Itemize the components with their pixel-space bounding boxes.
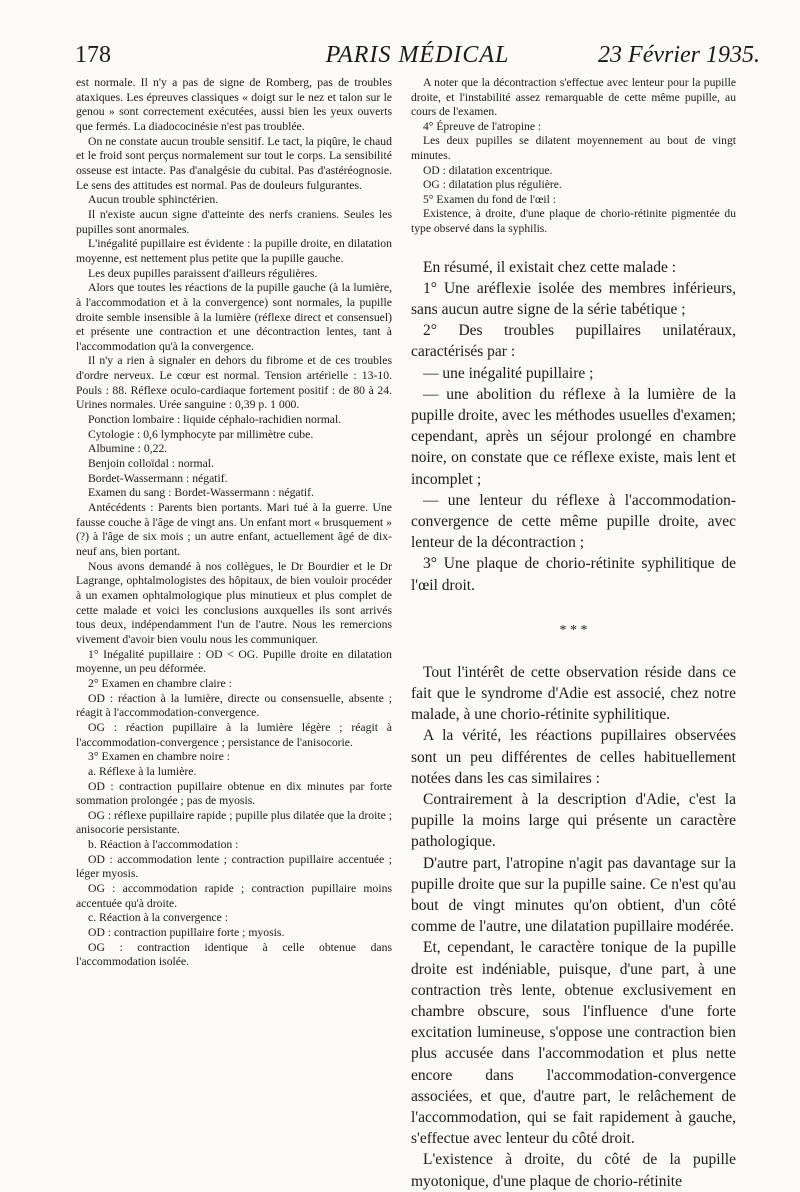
paragraph: L'inégalité pupillaire est évidente : la pupille droite, en dilatation moyenne, est nettement plus petite que la pupille gauche. bbox=[76, 237, 392, 265]
paragraph: A la vérité, les réactions pupillaires observées sont un peu différentes de celles habituellement notées dans les cas similaires : bbox=[411, 727, 736, 787]
left-column bbox=[76, 76, 392, 970]
paragraph: est normale. Il n'y a pas de signe de Romberg, pas de troubles ataxiques. Les épreuves classiques « doigt sur le nez et talon sur le genou » sont correctement exécutées, aussi bien les yeux ouverts que fermés. La diadococinésie n'est pas troublée. bbox=[76, 76, 392, 133]
lab-result: Examen du sang : Bordet-Wassermann : négatif. bbox=[88, 486, 314, 500]
summary-item: — une inégalité pupillaire ; bbox=[423, 364, 594, 382]
discussion bbox=[411, 662, 736, 1192]
paragraph: Nous avons demandé à nos collègues, le Dr Bourdier et le Dr Lagrange, ophtalmologistes des hôpitaux, de bien vouloir procéder à un examen ophtalmologique plus minutieux et plus complet de cette malade et voici les conclusions auxquelles ils sont arrivés tous deux, indépendamment l'un de l'autre. Nous les remercions vivement d'avoir bien voulu nous les communiquer. bbox=[76, 559, 392, 646]
exam-item: OG : dilatation plus régulière. bbox=[423, 178, 562, 192]
paragraph: Les deux pupilles paraissent d'ailleurs régulières. bbox=[88, 266, 318, 280]
exam-item: OD : contraction pupillaire forte ; myosis. bbox=[88, 926, 285, 940]
paragraph: L'existence à droite, du côté de la pupille myotonique, d'une plaque de chorio-rétinite bbox=[411, 1151, 736, 1190]
paragraph: A noter que la décontraction s'effectue avec lenteur pour la pupille droite, et l'instabilité assez remarquable de cette même pupille, au cours de l'examen. bbox=[411, 76, 736, 119]
exam-heading: 4° Épreuve de l'atropine : bbox=[423, 119, 542, 133]
page-header bbox=[75, 40, 760, 74]
exam-item: OG : accommodation rapide ; contraction pupillaire moins accentuée qu'à droite. bbox=[76, 882, 392, 910]
paragraph: On ne constate aucun trouble sensitif. Le tact, la piqûre, le chaud et le froid sont perçus normalement sur tout le corps. La sensibilité osseuse est intacte. Pas d'analgésie du cubital. Pas d'astéréognosie. Le sens des attitudes est normal. Pas de douleurs fulgurantes. bbox=[76, 134, 392, 192]
right-column bbox=[411, 76, 736, 1192]
exam-item: Existence, à droite, d'une plaque de chorio-rétinite pigmentée du type observé dans la syphilis. bbox=[411, 207, 736, 235]
exam-heading: 5° Examen du fond de l'œil : bbox=[423, 192, 556, 206]
exam-heading: 3° Examen en chambre noire : bbox=[88, 750, 230, 764]
exam-item: OD : dilatation excentrique. bbox=[423, 163, 553, 177]
exam-item: OG : réflexe pupillaire rapide ; pupille plus dilatée que la droite ; anisocorie persistante. bbox=[76, 808, 392, 837]
summary-item: — une abolition du réflexe à la lumière de la pupille droite, avec les méthodes usuelles d'examen; cependant, après un séjour prolongé en chambre noire, on constate que ce réflexe existe, mais lent et incomplet ; bbox=[411, 385, 736, 488]
page-number: 178 bbox=[75, 42, 111, 68]
lab-result: Bordet-Wassermann : négatif. bbox=[88, 471, 228, 485]
paragraph: D'autre part, l'atropine n'agit pas davantage sur la pupille droite que sur la pupille saine. Ce n'est qu'au bout de vingt minutes qu'on obtient, d'un côté comme de l'autre, une dilatation pupillaire modérée. bbox=[411, 854, 736, 936]
exam-subheading: b. Réaction à l'accommodation : bbox=[88, 838, 239, 852]
exam-item: Les deux pupilles se dilatent moyennement au bout de vingt minutes. bbox=[411, 134, 736, 162]
exam-item: OD : contraction pupillaire obtenue en dix minutes par forte sommation prolongée ; pas de myosis. bbox=[76, 779, 392, 808]
exam-item: OD : réaction à la lumière, directe ou consensuelle, absente ; réagit à l'accommodation-convergence. bbox=[76, 691, 392, 720]
exam-heading: 2° Examen en chambre claire : bbox=[88, 676, 232, 690]
exam-subheading: a. Réflexe à la lumière. bbox=[88, 764, 197, 778]
exam-item: 1° Inégalité pupillaire : OD < OG. Pupille droite en dilatation moyenne, un peu déformée. bbox=[76, 647, 392, 676]
paragraph: Il n'y a rien à signaler en dehors du fibrome et de ces troubles d'ordre nerveux. Le cœur est normal. Tension artérielle : 13-10. Pouls : 88. Réflexe oculo-cardiaque fortement positif : de 80 à 24. Urines normales. Urée sanguine : 0,39 p. 1 000. bbox=[76, 354, 392, 412]
lab-result: Benjoin colloïdal : normal. bbox=[88, 457, 214, 471]
paragraph: Et, cependant, le caractère tonique de la pupille droite est indéniable, puisque, d'une part, à une contraction très lente, obtenue exclusivement en chambre obscure, sous l'influence d'une forte excitation lumineuse, s'oppose une contraction bien plus accusée dans l'accommodation et plus nette encore dans l'accommodation-convergence associées, et que, d'autre part, le relâchement de l'accommodation, qui se fait rapidement à gauche, s'effectue avec lenteur du côté droit. bbox=[411, 939, 736, 1148]
exam-item: OG : réaction pupillaire à la lumière légère ; réagit à l'accommodation-convergence ; persistance de l'anisocorie. bbox=[76, 720, 392, 749]
summary bbox=[411, 257, 736, 596]
lab-result: Ponction lombaire : liquide céphalo-rachidien normal. bbox=[88, 413, 342, 427]
paragraph: Il n'existe aucun signe d'atteinte des nerfs craniens. Seules les pupilles sont anormales. bbox=[76, 207, 392, 236]
summary-item: 2° Des troubles pupillaires unilatéraux, caractérisés par : bbox=[411, 322, 736, 361]
journal-title: PARIS MÉDICAL bbox=[325, 42, 510, 68]
paragraph: Antécédents : Parents bien portants. Mari tué à la guerre. Une fausse couche à l'âge de vingt ans. Un enfant mort « brusquement » (?) à l'âge de six mois ; un autre enfant, actuellement âgé de dix-neuf ans, bien portant. bbox=[76, 501, 392, 558]
lab-result: Cytologie : 0,6 lymphocyte par millimètre cube. bbox=[88, 427, 314, 441]
exam-item: OG : contraction identique à celle obtenue dans l'accommodation isolée. bbox=[76, 940, 392, 969]
section-separator: * * * bbox=[559, 622, 588, 638]
exam-subheading: c. Réaction à la convergence : bbox=[88, 911, 228, 925]
paragraph: Aucun trouble sphinctérien. bbox=[88, 193, 219, 207]
issue-date: 23 Février 1935. bbox=[598, 42, 760, 68]
summary-item: — une lenteur du réflexe à l'accommodation-convergence de cette même pupille droite, avec lenteur de la décontraction ; bbox=[411, 491, 736, 552]
summary-item: 1° Une aréflexie isolée des membres inférieurs, sans aucun autre signe de la série tabétique ; bbox=[411, 279, 736, 318]
paragraph: En résumé, il existait chez cette malade : bbox=[423, 258, 677, 276]
summary-item: 3° Une plaque de chorio-rétinite syphilitique de l'œil droit. bbox=[411, 555, 736, 594]
paragraph: Contrairement à la description d'Adie, c'est la pupille la moins large qui présente un caractère pathologique. bbox=[411, 791, 736, 851]
exam-notes bbox=[411, 76, 736, 237]
lab-result: Albumine : 0,22. bbox=[88, 442, 168, 456]
exam-item: OD : accommodation lente ; contraction pupillaire accentuée ; léger myosis. bbox=[76, 852, 392, 881]
paragraph: Alors que toutes les réactions de la pupille gauche (à la lumière, à l'accommodation et à la convergence) sont normales, la pupille droite semble insensible à la lumière (réflexe direct et consensuel) et présente une contraction et une décontraction lentes, tant à l'accommodation qu'à la convergence. bbox=[76, 281, 392, 353]
paragraph: Tout l'intérêt de cette observation réside dans ce fait que le syndrome d'Adie est associé, chez notre malade, à une chorio-rétinite syphilitique. bbox=[411, 663, 736, 724]
